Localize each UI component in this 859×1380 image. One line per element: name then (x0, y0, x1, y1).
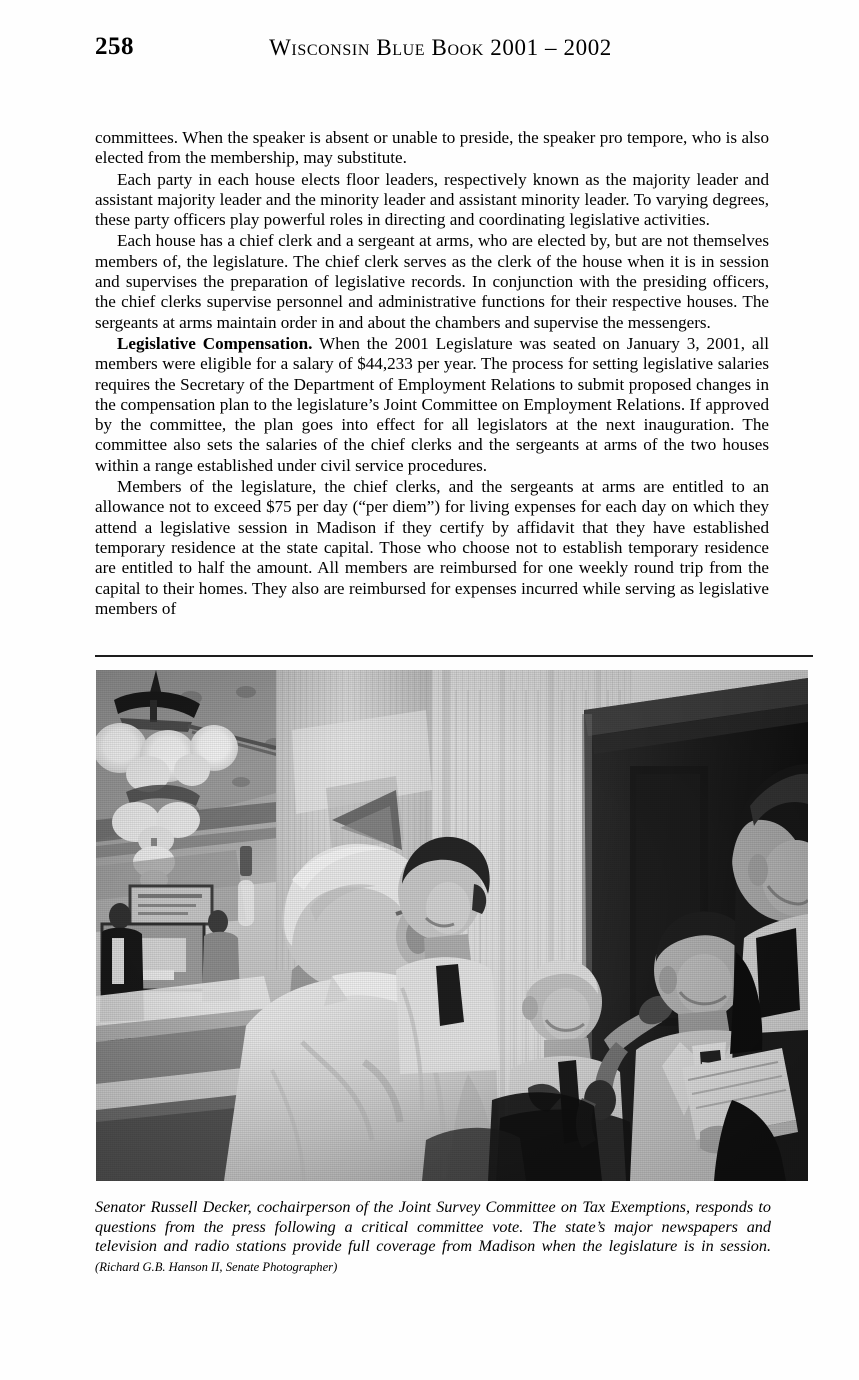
photograph (96, 670, 808, 1181)
page-number: 258 (95, 33, 134, 60)
photo-credit: (Richard G.B. Hanson II, Senate Photographer) (95, 1259, 338, 1274)
figure-caption (95, 1198, 771, 1277)
paragraph-3: Each house has a chief clerk and a sergeant at arms, who are elected by, but are not themselves members of, the legislature. The chief clerk serves as the clerk of the house when it is in session and supervises the preparation of legislative records. In conjunction with the presiding officers, the chief clerks supervise personnel and administrative functions for their respective houses. The sergeants at arms maintain order in and about the chambers and supervise the messengers. (95, 231, 769, 332)
paragraph-2: Each party in each house elects floor leaders, respectively known as the majority leader and assistant majority leader and the minority leader and assistant minority leader. To varying degrees, these party officers play powerful roles in directing and coordinating legislative activities. (95, 169, 769, 230)
caption-text: Senator Russell Decker, cochairperson of the Joint Survey Committee on Tax Exemptions, responds to questions from the press following a critical committee vote. The state’s major newspapers and television and radio stations provide full coverage from Madison when the legislature is in session. (95, 1198, 771, 1256)
paragraph-4-text: When the 2001 Legislature was seated on January 3, 2001, all members were eligible for a salary of $44,233 per year. The process for setting legislative salaries requires the Secretary of the Department of Employment Relations to submit proposed changes in the compensation plan to the legislature’s Joint Committee on Employment Relations. If approved by the committee, the plan goes into effect for all legislators at the next inauguration. The committee also sets the salaries of the chief clerks and the sergeants at arms of the two houses within a range established under civil service procedures. (95, 333, 769, 475)
paragraph-4 (95, 334, 769, 476)
figure-rule (95, 655, 813, 657)
paragraph-5: Members of the legislature, the chief clerks, and the sergeants at arms are entitled to an allowance not to exceed $75 per day (“per diem”) for living expenses for each day on which they attend a legislative session in Madison if they certify by affidavit that they have established temporary residence at the state capital. Those who choose not to establish temporary residence are entitled to half the amount. All members are reimbursed for one weekly round trip from the capital to their homes. They also are reimbursed for expenses incurred while serving as legislative members of (95, 477, 769, 618)
running-head (95, 32, 768, 66)
running-title: Wisconsin Blue Book 2001 – 2002 (269, 35, 612, 60)
body-text-column (95, 128, 769, 619)
figure (95, 655, 813, 1181)
photograph-artwork (96, 670, 808, 1181)
photograph-image (96, 670, 808, 1181)
paragraph-1: committees. When the speaker is absent or unable to preside, the speaker pro tempore, who is also elected from the membership, may substitute. (95, 128, 769, 168)
run-in-heading: Legislative Compensation. (117, 333, 313, 353)
